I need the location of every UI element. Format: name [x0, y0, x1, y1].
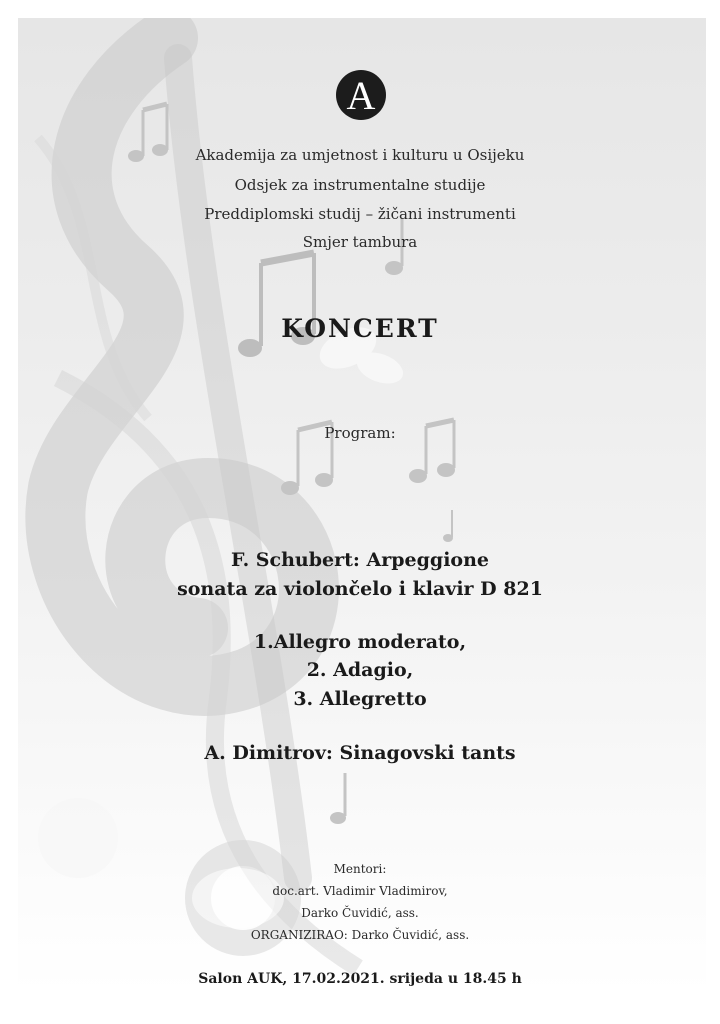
piece-2: A. Dimitrov: Sinagovski tants [204, 742, 516, 764]
mentor-1: doc.art. Vladimir Vladimirov, [272, 884, 448, 898]
movement-1: 1.Allegro moderato, [253, 631, 467, 653]
academy-logo [336, 70, 386, 120]
piece-1-subtitle: sonata za violončelo i klavir D 821 [177, 578, 543, 600]
piece-1-composer-title: F. Schubert: Arpeggione [230, 549, 489, 571]
mentors-label: Mentori: [333, 862, 387, 876]
movement-2: 2. Adagio, [306, 659, 414, 681]
study-direction: Smjer tambura [302, 233, 418, 251]
concert-title: KONCERT [281, 314, 439, 343]
department-name: Odsjek za instrumentalne studije [234, 176, 486, 194]
logo-letter: A [346, 73, 376, 118]
organizer: ORGANIZIRAO: Darko Čuvidić, ass. [250, 928, 470, 942]
institution-name: Akademija za umjetnost i kulturu u Osijeku [195, 146, 525, 164]
mentor-2: Darko Čuvidić, ass. [301, 906, 419, 920]
study-name: Preddiplomski studij – žičani instrumenti [204, 205, 516, 223]
event-date-location: Salon AUK, 17.02.2021. srijeda u 18.45 h [198, 971, 522, 987]
program-label: Program: [324, 424, 396, 442]
movement-3: 3. Allegretto [293, 688, 427, 710]
